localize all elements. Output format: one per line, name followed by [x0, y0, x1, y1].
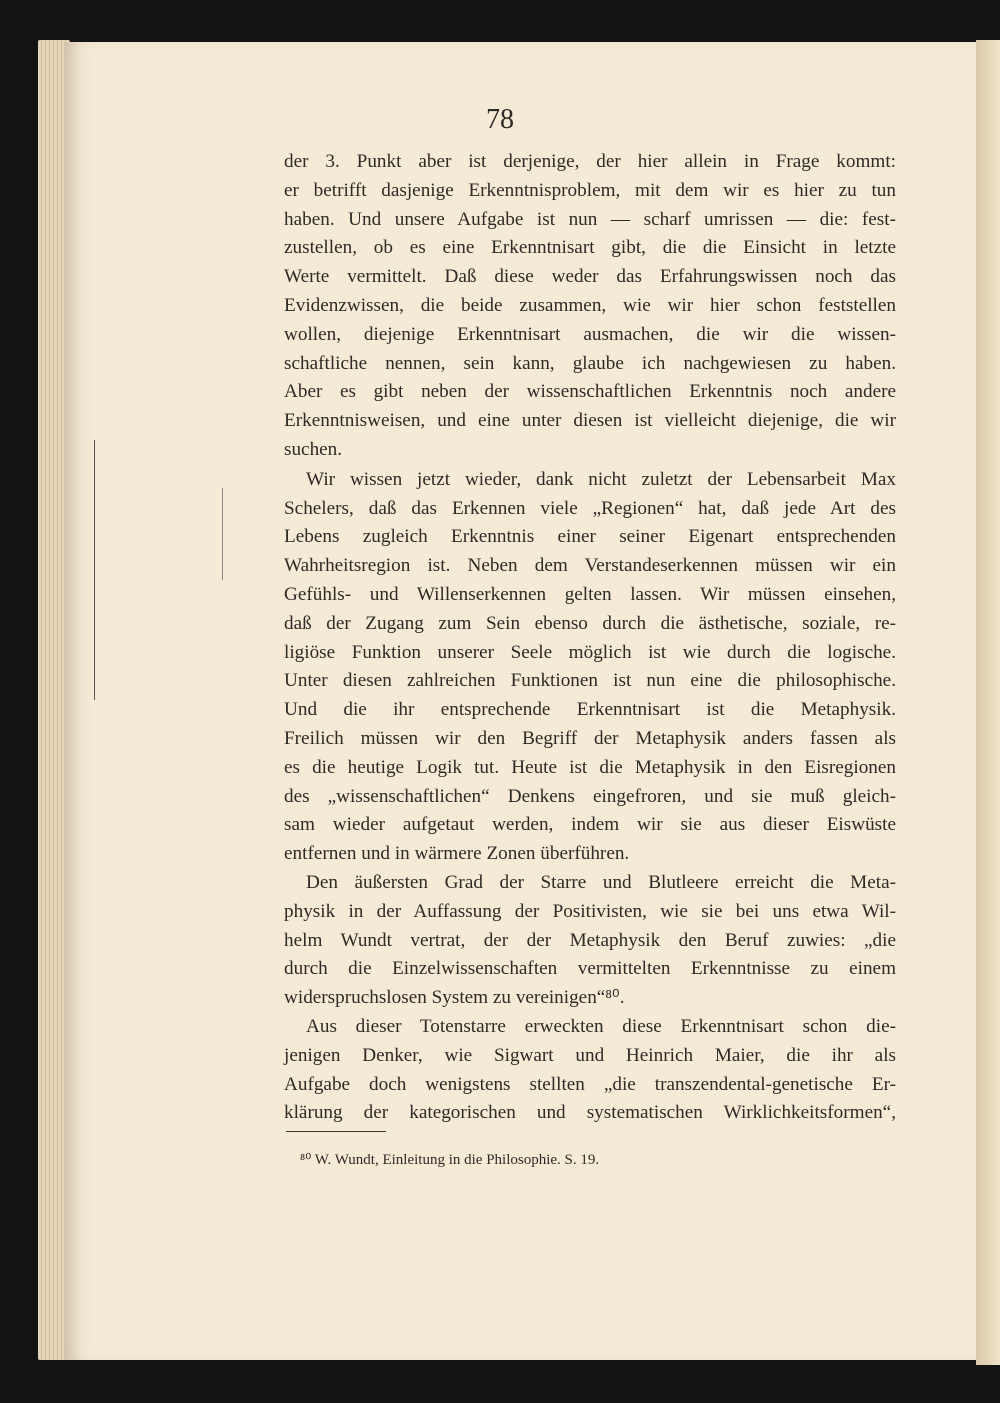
paragraph-1 — [284, 148, 896, 465]
footnote-rule — [286, 1131, 386, 1132]
text-line: Den äußersten Grad der Starre und Blutleere erreicht die Meta- — [306, 871, 896, 893]
text-line: Wahrheitsregion ist. Neben dem Verstandeserkennen müssen wir ein — [284, 555, 896, 577]
text-line: Werte vermittelt. Daß diese weder das Erfahrungswissen noch das — [284, 266, 896, 288]
text-line: physik in der Auffassung der Positivisten, wie sie bei uns etwa Wil- — [284, 900, 896, 922]
body-text — [284, 148, 896, 1128]
text-line: Aber es gibt neben der wissenschaftlichen Erkenntnis noch andere — [284, 381, 896, 403]
text-line: zustellen, ob es eine Erkenntnisart gibt, die die Einsicht in letzte — [284, 237, 896, 259]
page-number: 78 — [486, 104, 514, 135]
text-line: sam wieder aufgetaut werden, indem wir sie aus dieser Eiswüste — [284, 814, 896, 836]
paragraph-2 — [284, 466, 896, 869]
text-line: Wir wissen jetzt wieder, dank nicht zuletzt der Lebensarbeit Max — [306, 468, 896, 490]
adjacent-page-edge — [976, 40, 1000, 1365]
text-line: Und die ihr entsprechende Erkenntnisart ist die Metaphysik. — [284, 699, 896, 721]
text-line: Erkenntnisweisen, und eine unter diesen ist vielleicht diejenige, die wir — [284, 410, 896, 432]
text-line: er betrifft dasjenige Erkenntnisproblem, mit dem wir es hier zu tun — [284, 179, 896, 201]
text-line: Evidenzwissen, die beide zusammen, wie wir hier schon feststellen — [284, 294, 896, 316]
paragraph-3 — [284, 869, 896, 1013]
text-line: schaftliche nennen, sein kann, glaube ich nachgewiesen zu haben. — [284, 352, 896, 374]
text-line: es die heutige Logik tut. Heute ist die Metaphysik in den Eisregionen — [284, 756, 896, 778]
text-line: Schelers, daß das Erkennen viele „Regionen“ hat, daß jede Art des — [284, 497, 896, 519]
gutter-shadow-line — [94, 440, 95, 700]
text-line: suchen. — [284, 438, 343, 460]
text-line: jenigen Denker, wie Sigwart und Heinrich Maier, die ihr als — [284, 1044, 896, 1066]
text-line: daß der Zugang zum Sein ebenso durch die ästhetische, soziale, re- — [284, 612, 896, 634]
text-line: widerspruchslosen System zu vereinigen“⁸⁰. — [284, 987, 625, 1009]
text-line: durch die Einzelwissenschaften vermittelten Erkenntnisse zu einem — [284, 958, 896, 980]
text-line: Freilich müssen wir den Begriff der Metaphysik anders fassen als — [284, 727, 896, 749]
text-line: ligiöse Funktion unserer Seele möglich ist wie durch die logische. — [284, 641, 896, 663]
text-line: Aufgabe doch wenigstens stellten „die transzendental-genetische Er- — [284, 1073, 896, 1095]
text-line: entfernen und in wärmere Zonen überführen. — [284, 843, 630, 865]
paragraph-4 — [284, 1013, 896, 1128]
gutter-shadow-line — [222, 488, 223, 580]
text-line: helm Wundt vertrat, der der Metaphysik den Beruf zuwies: „die — [284, 929, 896, 951]
text-line: wollen, diejenige Erkenntnisart ausmachen, die wir die wissen- — [284, 323, 896, 345]
text-line: Unter diesen zahlreichen Funktionen ist nun eine die philosophische. — [284, 670, 896, 692]
text-line: haben. Und unsere Aufgabe ist nun — scharf umrissen — die: fest- — [284, 208, 896, 230]
text-line: der 3. Punkt aber ist derjenige, der hier allein in Frage kommt: — [284, 151, 896, 172]
text-line: des „wissenschaftlichen“ Denkens eingefroren, und sie muß gleich- — [284, 785, 896, 807]
text-line: Gefühls- und Willenserkennen gelten lassen. Wir müssen einsehen, — [284, 583, 896, 605]
text-line: Lebens zugleich Erkenntnis einer seiner Eigenart entsprechenden — [284, 526, 896, 548]
text-line: Aus dieser Totenstarre erweckten diese Erkenntnisart schon die- — [306, 1015, 896, 1037]
footnote: ⁸⁰ W. Wundt, Einleitung in die Philosophie. S. 19. — [300, 1152, 600, 1168]
text-line: klärung der kategorischen und systematischen Wirklichkeitsformen“, — [284, 1102, 896, 1124]
